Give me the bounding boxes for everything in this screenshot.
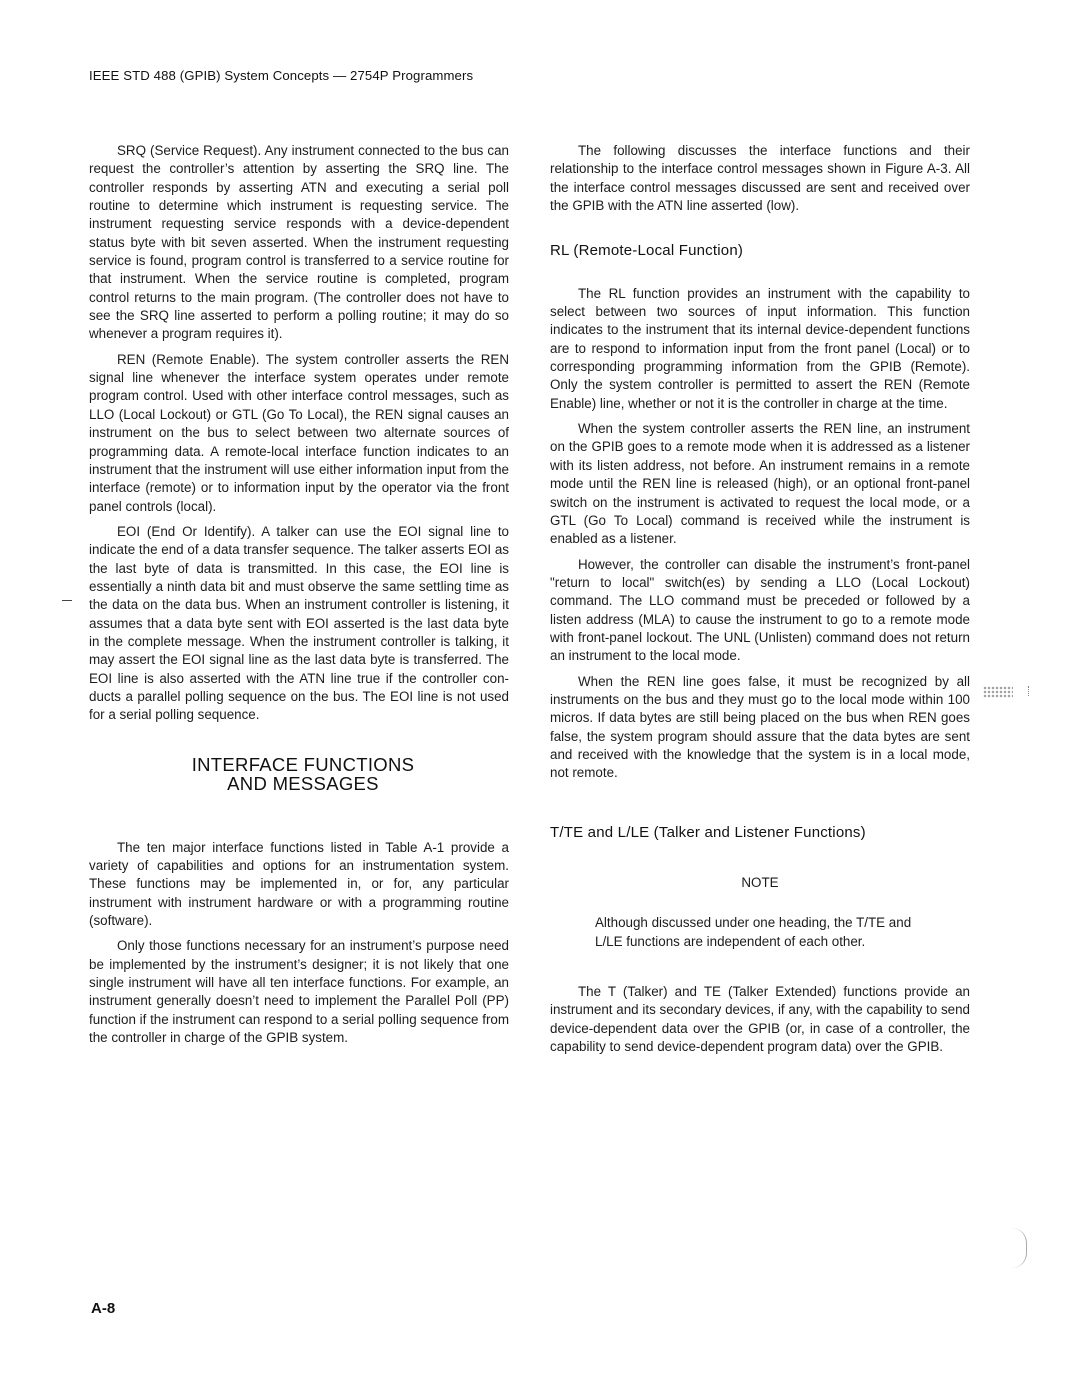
paragraph-talker: The T (Talker) and TE (Talker Extended) functions provide an instrument and its secondary devices, if any, with the capability to send device-dependent data over the GPIB (or, in case of a controller, the capability to send device-dependent program data) over the GPIB. [550, 984, 970, 1055]
page-number: A-8 [91, 1300, 116, 1317]
section-heading-line: AND MESSAGES [227, 772, 379, 794]
paragraph-ten-functions: The ten major interface functions listed in Table A-1 provide a variety of capabilities and options for an instrumentation system. These functions may be implemented in, or for, any particular instrument with instrument hardware or with a programming routine (software). [89, 839, 509, 929]
margin-mark [62, 600, 72, 601]
scan-artifact [1012, 1228, 1027, 1268]
subheading-talker-listener: T/TE and L/LE (Talker and Listener Functions) [550, 823, 866, 841]
right-column [550, 142, 970, 1063]
paragraph-rl-4: When the REN line goes false, it must be recognized by all instruments on the bus and they must go to the local mode within 100 micros. If data bytes are still being placed on the bus when REN goes false, the system program should assure that the data bytes are sent and received with the knowledge that the system is in a local mode, not remote. [550, 673, 970, 781]
scan-artifact [1028, 686, 1033, 696]
section-heading-line: INTERFACE FUNCTIONS [191, 753, 415, 775]
note-label: NOTE [741, 875, 779, 890]
paragraph-rl-2: When the system controller asserts the REN line, an instrument on the GPIB goes to a remote mode when it is addressed as a listener with its listen address, not before. An instrument remains in a remote mode until the REN line is released (high), or an optional front-panel switch on the instrument is activated to request the local mode, or a GTL (Go To Local) command is received while the instrument is enabled as a listener. [550, 421, 970, 547]
paragraph-intro: The following discusses the interface functions and their relationship to the interface control messages shown in Figure A-3. All the interface control messages discussed are sent and received over the GPIB with the ATN line asserted (low). [550, 143, 970, 214]
note-body: Although discussed under one heading, the T/TE and L/LE functions are independent of each other. [595, 915, 912, 949]
running-head: IEEE STD 488 (GPIB) System Concepts — 2754P Programmers [89, 68, 474, 83]
paragraph-only-those: Only those functions necessary for an instrument’s purpose need be implemented by the instrument’s designer; it is not likely that one single instrument will have all ten interface functions. For example, an instrument generally doesn’t need to implement the Parallel Poll (PP) function if the instrument can respond to a serial polling sequence from the controller in charge of the GPIB system. [89, 938, 509, 1046]
subheading-rl: RL (Remote-Local Function) [550, 242, 744, 260]
paragraph-eoi: EOI (End Or Identify). A talker can use the EOI signal line to indicate the end of a data transfer sequence. The talker asserts EOI as the last byte of data is transmitted. In this case, the EOI line is essentially a ninth data bit and must observe the same settling time as the data on the data bus. When an instrument controller is listening, it assumes that a data byte sent with EOI asserted is the last data byte in the complete message. When the instrument controller is talking, it may assert the EOI signal line as the last data byte is transferred. The EOI line is also asserted with the ATN line true if the controller conducts a parallel polling sequence on the bus. The EOI line is not used for a serial polling sequence. [89, 523, 509, 723]
paragraph-srq: SRQ (Service Request). Any instrument connected to the bus can request the controller’s attention by asserting the SRQ line. The controller responds by asserting ATN and executing a serial poll routine to determine which instrument is requesting service. The instrument requesting service responds with a device-dependent status byte with bit seven asserted. When the instrument requesting service is found, program control is transferred to a service routine for that instrument. When the service routine is completed, program control returns to the main program. (The controller does not have to see the SRQ line asserted to perform a polling routine; it may do so whenever a program requires it). [89, 143, 509, 342]
left-column [89, 142, 509, 1054]
paragraph-rl-3: However, the controller can disable the instrument’s front-panel "return to local" switch(es) by sending a LLO (Local Lockout) command. The LLO command must be preceded or followed by a listen address (MLA) to cause the instrument to go to a remote mode with front-panel lockout. The UNL (Unlisten) command does not return an instrument to the local mode. [550, 556, 970, 664]
paragraph-ren: REN (Remote Enable). The system controller asserts the REN signal line whenever the interface system operates under remote program control. Used with other interface control messages, such as LLO (Local Lockout) or GTL (Go To Local), the REN signal causes an instrument on the bus to select between two alternate sources of programming data. A remote-local interface function indicates to an instrument that the instrument will use either information input from the interface (remote) or to information input by the operator via the front panel controls (local). [89, 351, 509, 514]
section-heading [89, 755, 509, 793]
paragraph-rl-1: The RL function provides an instrument with the capability to select between two sources of input information. This function indicates to the instrument that its internal device-dependent functions are to respond to information input from the front panel (Local) or to corresponding programming information from the GPIB (Remote). Only the system controller is permitted to assert the REN (Remote Enable) line, whether or not it is the controller in charge at the time. [550, 285, 970, 411]
scan-artifact [983, 686, 1013, 698]
